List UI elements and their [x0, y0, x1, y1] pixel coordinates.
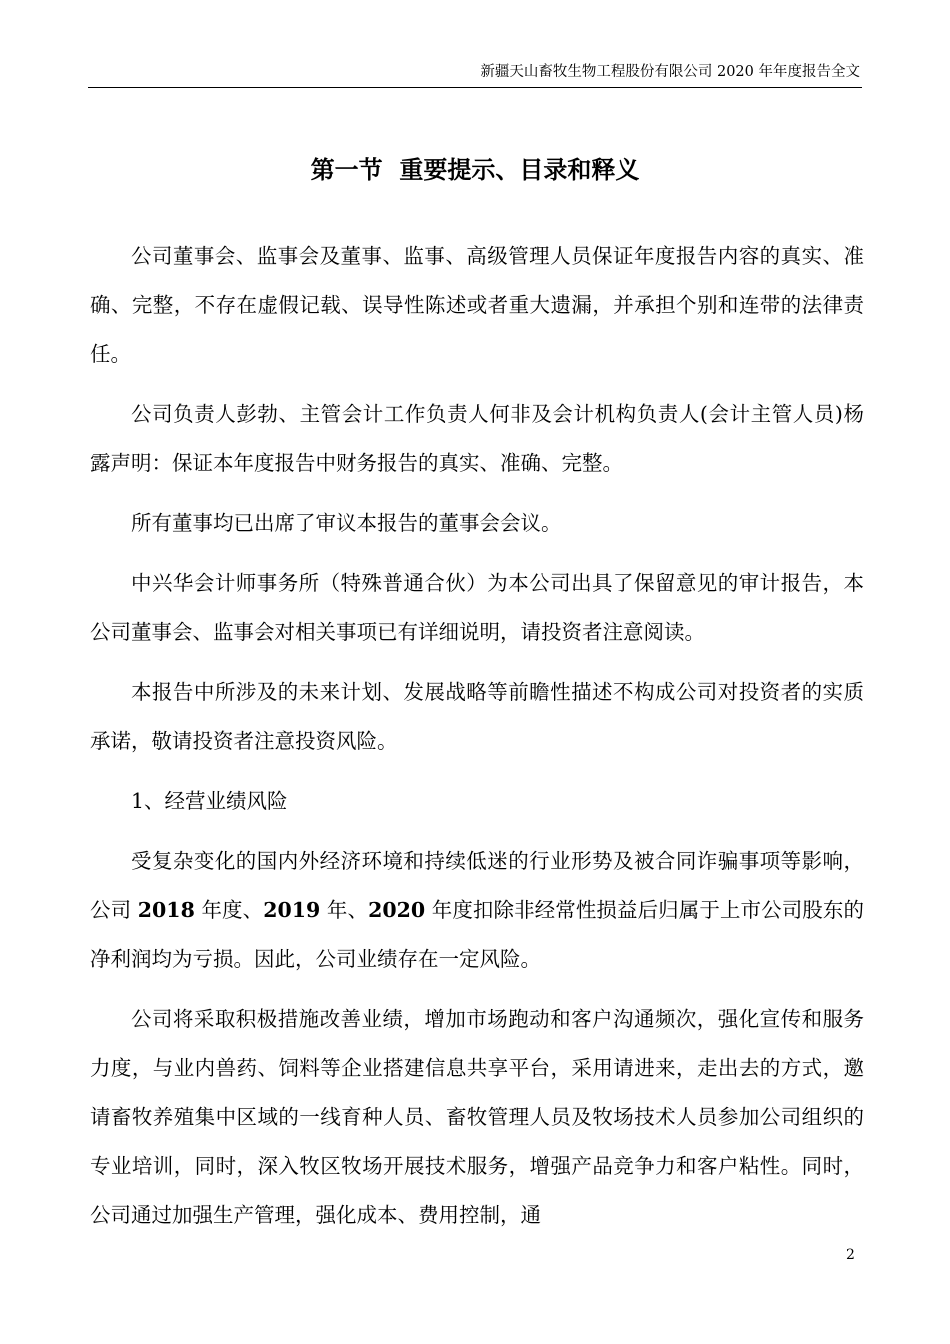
page-number: 2: [846, 1247, 855, 1263]
header-divider: [88, 87, 862, 88]
year-2019: 2019: [263, 898, 321, 922]
paragraph-improvement-measures: 公司将采取积极措施改善业绩，增加市场跑动和客户沟通频次，强化宣传和服务力度，与业内兽药、饲料等企业搭建信息共享平台，采用请进来，走出去的方式，邀请畜牧养殖集中区域的一线育种人员、畜牧管理人员及牧场技术人员参加公司组织的专业培训，同时，深入牧区牧场开展技术服务，增强产品竞争力和客户粘性。同时，公司通过加强生产管理，强化成本、费用控制，通: [90, 1007, 864, 1227]
section-title: 第一节 重要提示、目录和释义: [310, 155, 640, 184]
paragraph-forward-looking-disclaimer: 本报告中所涉及的未来计划、发展战略等前瞻性描述不构成公司对投资者的实质承诺，敬请投资者注意投资风险。: [90, 680, 864, 753]
risk-text-part1: 受复杂变化的国内外经济环境和持续低迷的行业形势及被合同诈骗事项等影响，公司: [90, 849, 864, 922]
risk-text-part3: 年、: [320, 898, 369, 922]
report-header-title: 新疆天山畜牧生物工程股份有限公司 2020 年年度报告全文: [480, 64, 860, 80]
paragraph-audit-opinion: 中兴华会计师事务所（特殊普通合伙）为本公司出具了保留意见的审计报告，本公司董事会、监事会对相关事项已有详细说明，请投资者注意阅读。: [90, 571, 864, 644]
year-2018: 2018: [137, 898, 195, 922]
paragraph-directors-guarantee: 公司董事会、监事会及董事、监事、高级管理人员保证年度报告内容的真实、准确、完整，不存在虚假记载、误导性陈述或者重大遗漏，并承担个别和连带的法律责任。: [90, 244, 864, 366]
body-text: [90, 232, 864, 1251]
risk-text-part4: 年度扣除非经常性损益后归属于上市公司股东的净利润均为亏损。因此，公司业绩存在一定风险。: [90, 898, 864, 971]
year-2020: 2020: [368, 898, 426, 922]
paragraph-responsible-persons-statement: 公司负责人彭勃、主管会计工作负责人何非及会计机构负责人(会计主管人员)杨露声明：保证本年度报告中财务报告的真实、准确、完整。: [90, 402, 864, 475]
risk-text-part2: 年度、: [194, 898, 264, 922]
risk-heading: 1、经营业绩风险: [131, 789, 288, 813]
paragraph-directors-attendance: 所有董事均已出席了审议本报告的董事会会议。: [131, 511, 562, 535]
paragraph-performance-risk: [90, 837, 864, 984]
